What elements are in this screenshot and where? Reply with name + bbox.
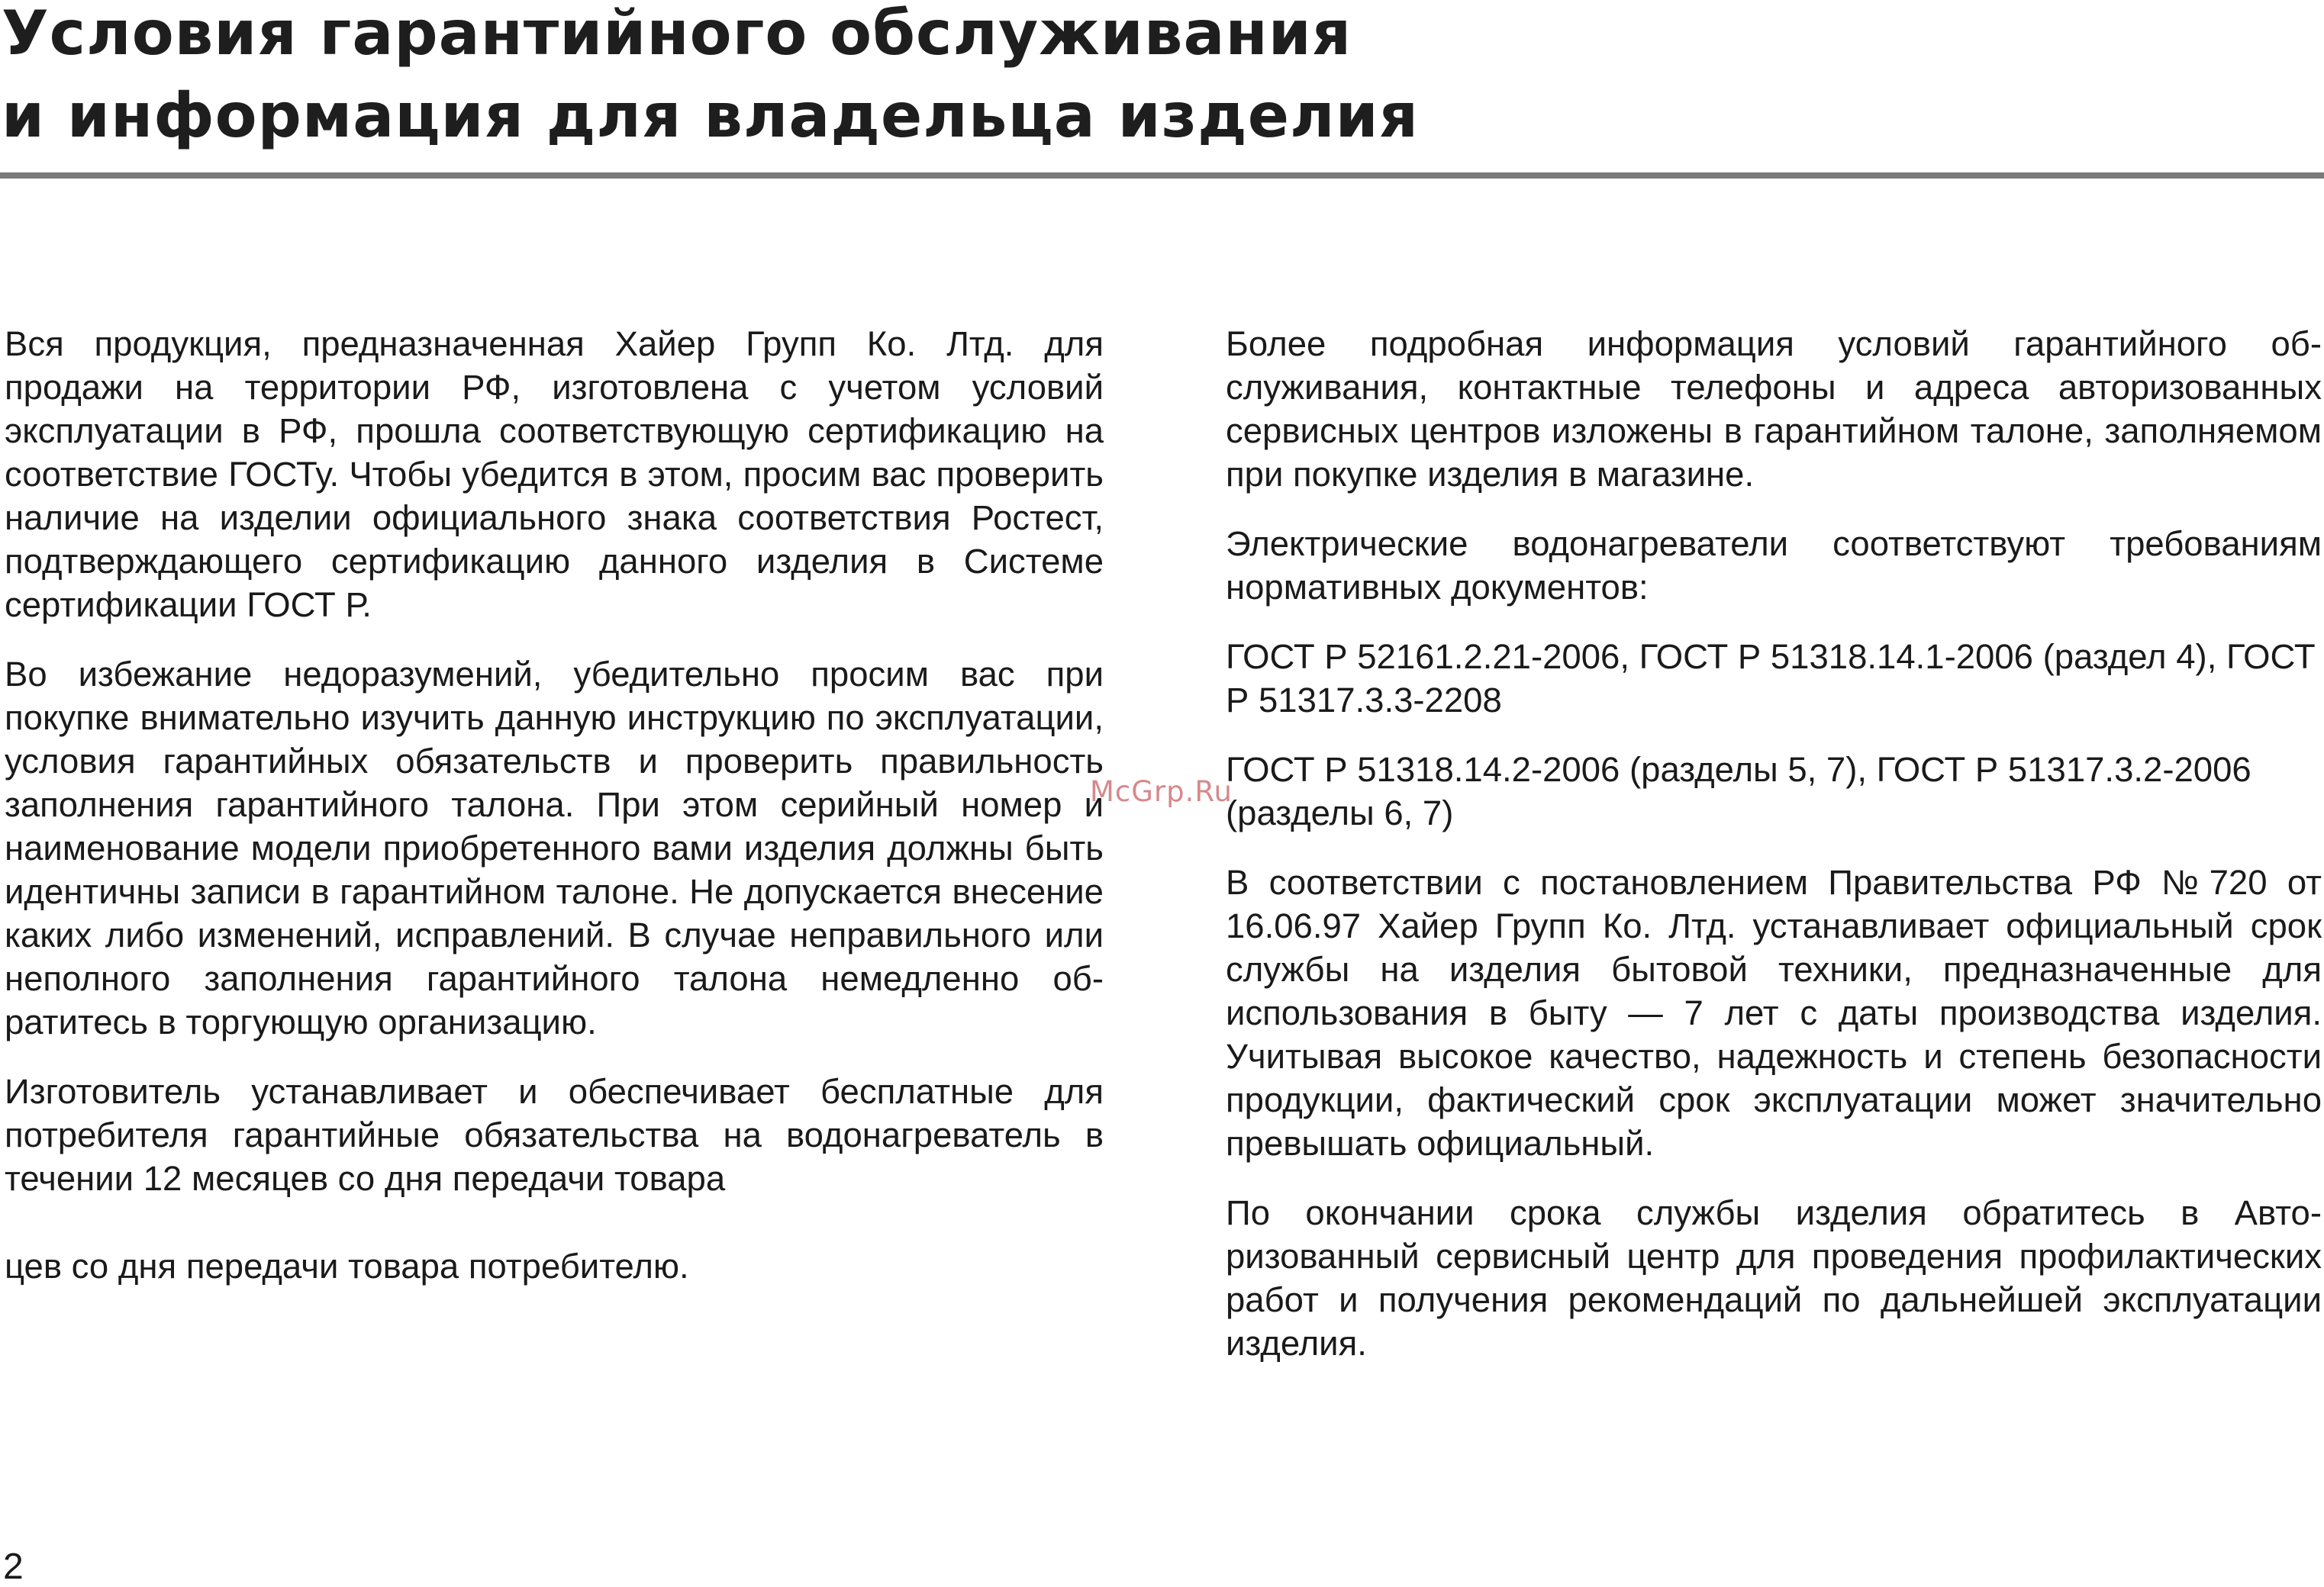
paragraph-gost-list-2: ГОСТ Р 51318.14.2-2006 (разделы 5, 7), ГОСТ Р 51317.3.2-2006 (разделы 6, 7) — [1226, 750, 2251, 832]
page-title — [2, 0, 1419, 157]
paragraph-standards-intro: Электрические водонагреватели соответствуют требованиям нормативных документов: — [1226, 524, 2322, 607]
left-column — [5, 322, 1104, 1314]
paragraph-more-info: Более подробная информация условий гарантийного обслуживания, контактные телефоны и адреса авторизованных сервисных центров изложены в гарантийном талоне, заполняемом при покупке изделия в магазине. — [1226, 324, 2322, 494]
page-number: 2 — [3, 1547, 24, 1587]
title-divider — [0, 172, 2324, 179]
paragraph-certification: Вся продукция, предназначенная Хайер Групп Ко. Лтд. для продажи на территории РФ, изготовлена с учетом условий эксплуатации в РФ, прошла соответствующую сертификацию на соответствие ГОСТу. Чтобы убедится в этом, просим вас проверить наличие на изделии официального знака соответствия Ростест, подтверждающего сертификацию данного изделия в Системе сертификации ГОСТ Р. — [5, 324, 1104, 624]
paragraph-end-of-life: По окончании срока службы изделия обратитесь в Авторизованный сервисный центр для проведения профилактических работ и получения рекомендаций по дальнейшей эксплуатации изделия. — [1226, 1193, 2322, 1363]
paragraph-gost-list-1: ГОСТ Р 52161.2.21-2006, ГОСТ Р 51318.14.1-2006 (раздел 4), ГОСТ Р 51317.3.3-2208 — [1226, 637, 2316, 719]
paragraph-warranty-card-check: Во избежание недоразумений, убедительно просим вас при покупке внимательно изучить данную инструкцию по эксплуатации, условия гарантийных обязательств и проверить правильность заполнения гарантийного талона. При этом серийный номер и наименование модели приобретенного вами изделия должны быть идентичны записи в гарантийном талоне. Не допускается внесение каких либо изменений, исправлений. В случае неправильного или неполного заполнения гарантийного талона немедленно обратитесь в торгующую организацию. — [5, 655, 1104, 1041]
paragraph-warranty-continuation: цев со дня передачи товара потребителю. — [5, 1247, 689, 1286]
page-title-line-2: и информация для владельца изделия — [2, 80, 1420, 151]
watermark-text: McGrp.Ru — [1090, 775, 1233, 808]
paragraph-warranty-obligations: Изготовитель устанавливает и обеспечивает бесплатные для потребителя гарантийные обязательства на водонагреватель в течении 12 месяцев со дня передачи товара — [5, 1072, 1104, 1198]
paragraph-service-life: В соответствии с постановлением Правительства РФ №720 от 16.06.97 Хайер Групп Ко. Лтд. устанавливает официальный срок службы на изделия бытовой техники, предназначенные для использования в быту — 7 лет с даты производства изделия. Учитывая высокое качество, надежность и степень безопасности продукции, фактический срок эксплуатации может значительно превышать официальный. — [1226, 863, 2322, 1163]
right-column — [1226, 322, 2322, 1391]
page-title-line-1: Условия гарантийного обслуживания — [2, 0, 1352, 69]
